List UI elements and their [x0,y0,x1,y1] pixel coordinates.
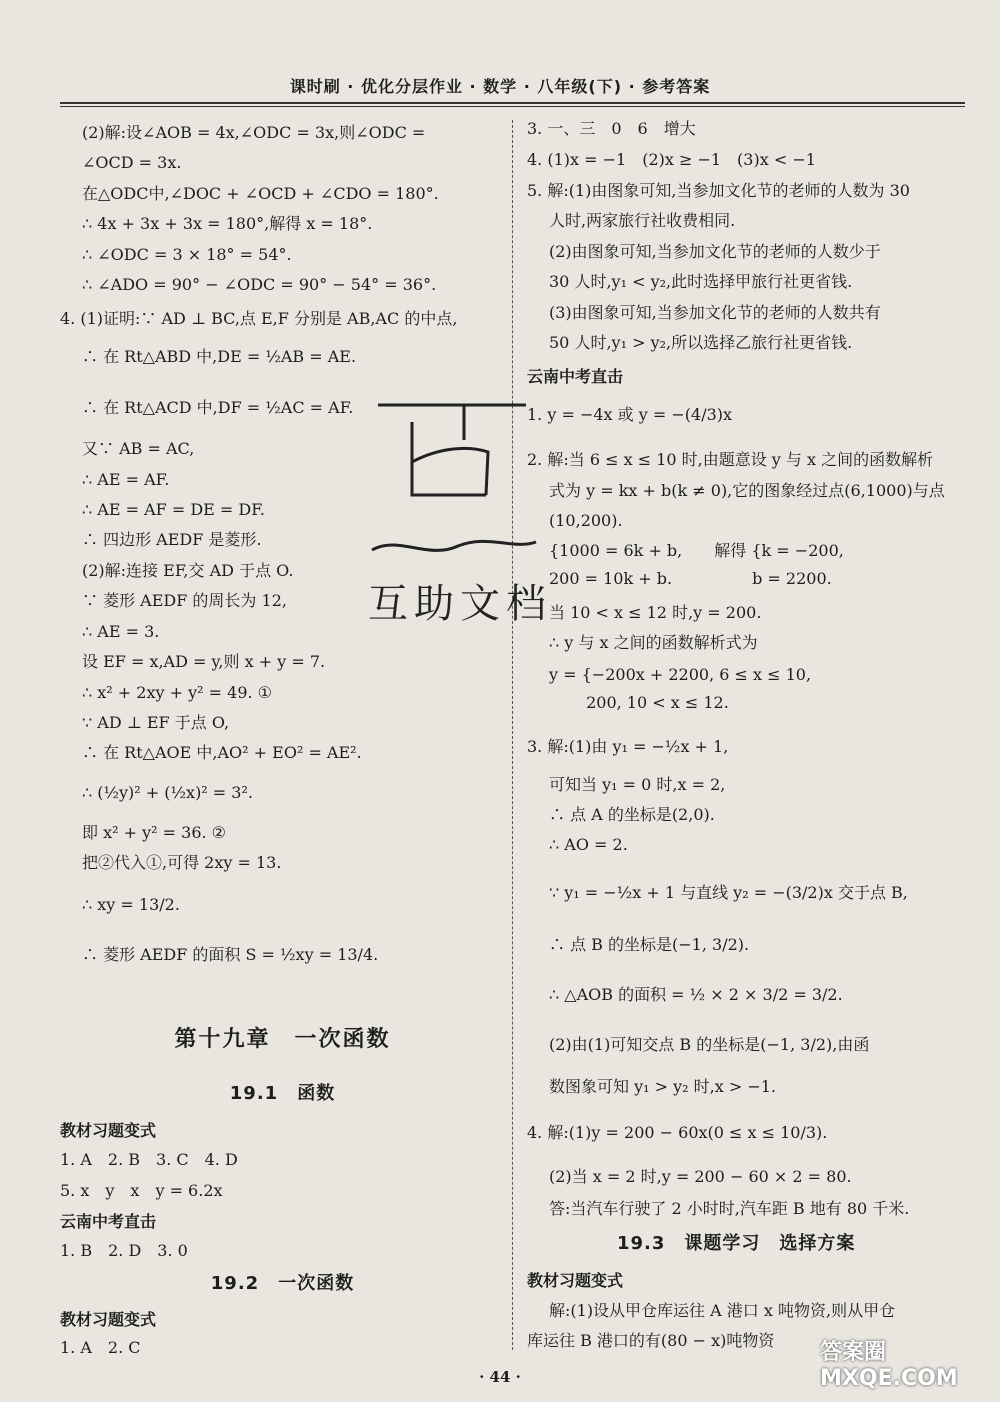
subsection-heading: 教材习题变式 [527,1271,624,1290]
text-line: 1. A 2. C [60,1338,141,1357]
text-line: (2)解:连接 EF,交 AD 于点 O. [82,561,294,580]
text-line: 式为 y = kx + b(k ≠ 0),它的图象经过点(6,1000)与点 [549,481,945,500]
column-divider [512,120,513,1350]
text-line: ∴ 四边形 AEDF 是菱形. [82,530,262,549]
text-line: (2)由图象可知,当参加文化节的老师的人数少于 [549,242,881,261]
text-line: 1. B 2. D 3. 0 [60,1241,188,1260]
text-line: ∴ xy = 13/2. [82,895,180,914]
text-line: ∴ 在 Rt△AOE 中,AO² + EO² = AE². [82,743,362,762]
text-line: 当 10 < x ≤ 12 时,y = 200. [549,603,762,622]
text-line: y = {−200x + 2200, 6 ≤ x ≤ 10, [549,665,812,684]
text-line: 5. x y x y = 6.2x [60,1181,223,1200]
text-line: 1. y = −4x 或 y = −(4/3)x [527,405,733,424]
text-line: ∴ 点 B 的坐标是(−1, 3/2). [549,935,750,954]
text-line: 可知当 y₁ = 0 时,x = 2, [549,775,726,794]
text-line: ∴ 菱形 AEDF 的面积 S = ½xy = 13/4. [82,945,379,964]
text-line: ∴ 点 A 的坐标是(2,0). [549,805,715,824]
text-line: ∴ (½y)² + (½x)² = 3². [82,783,253,802]
text-line: ∵ 菱形 AEDF 的周长为 12, [82,591,287,610]
text-line: 数图象可知 y₁ > y₂ 时,x > −1. [549,1077,777,1096]
text-line: 4. (1)证明:∵ AD ⊥ BC,点 E,F 分别是 AB,AC 的中点, [60,309,458,328]
text-line: 即 x² + y² = 36. ② [82,823,227,842]
text-line: {1000 = 6k + b, 解得 {k = −200, [549,541,844,560]
subsection-heading: 云南中考直击 [527,367,624,386]
subsection-heading: 云南中考直击 [60,1212,157,1231]
text-line: 1. A 2. B 3. C 4. D [60,1150,238,1169]
section-title: 19.2 一次函数 [210,1273,355,1294]
text-line: 解:(1)设从甲仓库运往 A 港口 x 吨物资,则从甲仓 [549,1301,896,1320]
text-line: 50 人时,y₁ > y₂,所以选择乙旅行社更省钱. [549,333,853,352]
text-line: 4. 解:(1)y = 200 − 60x(0 ≤ x ≤ 10/3). [527,1123,828,1142]
text-line: (10,200). [549,511,623,530]
text-line: (3)由图象可知,当参加文化节的老师的人数共有 [549,303,881,322]
corner-watermark: 答案圈 MXQE.COM [820,1340,958,1391]
text-line: 30 人时,y₁ < y₂,此时选择甲旅行社更省钱. [549,272,853,291]
text-line: ∴ 4x + 3x + 3x = 180°,解得 x = 18°. [82,214,373,233]
text-line: 2. 解:当 6 ≤ x ≤ 10 时,由题意设 y 与 x 之间的函数解析 [527,450,934,469]
text-line: ∴ 在 Rt△ACD 中,DF = ½AC = AF. [82,398,354,417]
text-line: 4. (1)x = −1 (2)x ≥ −1 (3)x < −1 [527,150,816,169]
text-line: ∠OCD = 3x. [82,153,182,172]
text-line: 把②代入①,可得 2xy = 13. [82,853,282,872]
subsection-heading: 教材习题变式 [60,1121,157,1140]
page-number: · 44 · [479,1368,521,1386]
text-line: ∴ △AOB 的面积 = ½ × 2 × 3/2 = 3/2. [549,985,843,1004]
text-line: (2)由(1)可知交点 B 的坐标是(−1, 3/2),由函 [549,1035,870,1054]
section-title: 19.3 课题学习 选择方案 [617,1233,856,1254]
text-line: ∵ AD ⊥ EF 于点 O, [82,713,230,732]
watermark-logo [368,400,538,565]
text-line: 200, 10 < x ≤ 12. [549,693,729,712]
text-line: ∴ ∠ADO = 90° − ∠ODC = 90° − 54° = 36°. [82,275,437,294]
text-line: 人时,两家旅行社收费相同. [549,211,736,230]
text-line: 200 = 10k + b. b = 2200. [549,569,832,588]
text-line: ∴ 在 Rt△ABD 中,DE = ½AB = AE. [82,347,357,366]
text-line: 库运往 B 港口的有(80 − x)吨物资 [527,1331,775,1350]
text-line: (2)解:设∠AOB = 4x,∠ODC = 3x,则∠ODC = [82,123,426,142]
text-line: ∴ AE = AF. [82,470,170,489]
text-line: 在△ODC中,∠DOC + ∠OCD + ∠CDO = 180°. [82,184,439,203]
text-line: ∴ y 与 x 之间的函数解析式为 [549,633,758,652]
section-title: 19.1 函数 [229,1083,336,1104]
text-line: ∴ ∠ODC = 3 × 18° = 54°. [82,245,292,264]
watermark-text: 互助文档 [368,581,552,627]
subsection-heading: 教材习题变式 [60,1310,157,1329]
text-line: ∴ AE = AF = DE = DF. [82,500,265,519]
text-line: 又∵ AB = AC, [82,439,195,458]
text-line: (2)当 x = 2 时,y = 200 − 60 × 2 = 80. [549,1167,852,1186]
header-rule [60,102,965,107]
text-line: ∵ y₁ = −½x + 1 与直线 y₂ = −(3/2)x 交于点 B, [549,883,908,902]
text-line: 3. 解:(1)由 y₁ = −½x + 1, [527,737,729,756]
text-line: 5. 解:(1)由图象可知,当参加文化节的老师的人数为 30 [527,181,910,200]
text-line: 答:当汽车行驶了 2 小时时,汽车距 B 地有 80 千米. [549,1199,910,1218]
text-line: ∴ x² + 2xy + y² = 49. ① [82,683,273,702]
chapter-title: 第十九章 一次函数 [174,1027,391,1052]
text-line: 设 EF = x,AD = y,则 x + y = 7. [82,652,326,671]
text-line: 3. 一、三 0 6 增大 [527,119,696,138]
page-header: 课时刷 · 优化分层作业 · 数学 · 八年级(下) · 参考答案 [289,77,711,96]
text-line: ∴ AE = 3. [82,622,160,641]
text-line: ∴ AO = 2. [549,835,628,854]
